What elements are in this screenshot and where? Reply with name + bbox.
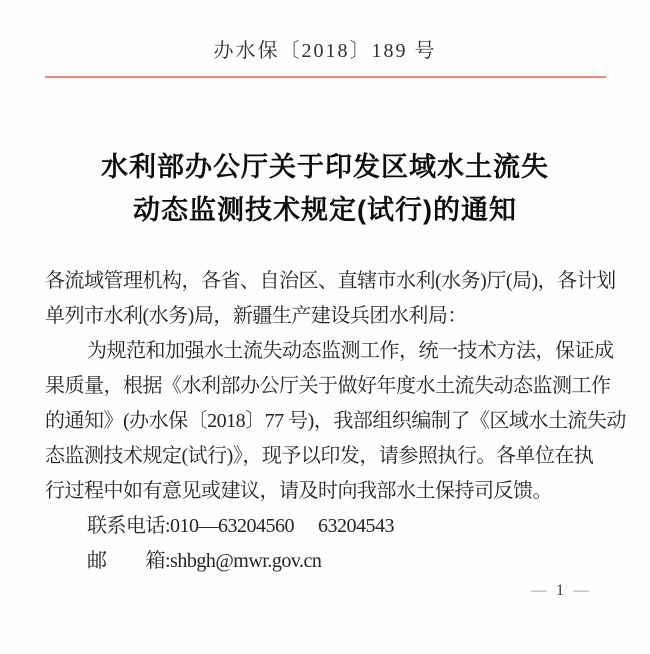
paragraph-line: 的通知》(办水保〔2018〕77 号)，我部组织编制了《区域水土流失动 — [45, 410, 626, 432]
contact-email-line: 邮 箱:shbgh@mwr.gov.cn — [87, 550, 322, 572]
paragraph-line: 果质量，根据《水利部办公厅关于做好年度水土流失动态监测工作 — [45, 375, 611, 397]
document-title — [0, 146, 650, 232]
red-divider-line — [45, 76, 606, 78]
page-number-value: 1 — [556, 582, 564, 599]
paragraph-line: 行过程中如有意见或建议，请及时向我部水土保持司反馈。 — [45, 480, 552, 502]
document-body — [45, 264, 626, 579]
contact-phone-line: 联系电话:010—63204560 63204543 — [87, 515, 395, 537]
page-number-dash-left: — — [531, 582, 547, 599]
title-line-1: 水利部办公厅关于印发区域水土流失 — [101, 152, 549, 182]
paragraph-line: 为规范和加强水土流失动态监测工作，统一技术方法，保证成 — [87, 340, 614, 362]
salutation-line: 各流域管理机构，各省、自治区、直辖市水利(水务)厅(局)，各计划 — [45, 270, 616, 292]
doc-number: 办水保〔2018〕189 号 — [213, 40, 437, 62]
paragraph-line: 态监测技术规定(试行)》，现予以印发，请参照执行。各单位在执 — [45, 445, 594, 467]
title-line-2: 动态监测技术规定(试行)的通知 — [133, 195, 517, 225]
page-number — [531, 582, 589, 600]
page-number-dash-right: — — [573, 582, 589, 599]
salutation-line: 单列市水利(水务)局，新疆生产建设兵团水利局： — [45, 305, 467, 327]
